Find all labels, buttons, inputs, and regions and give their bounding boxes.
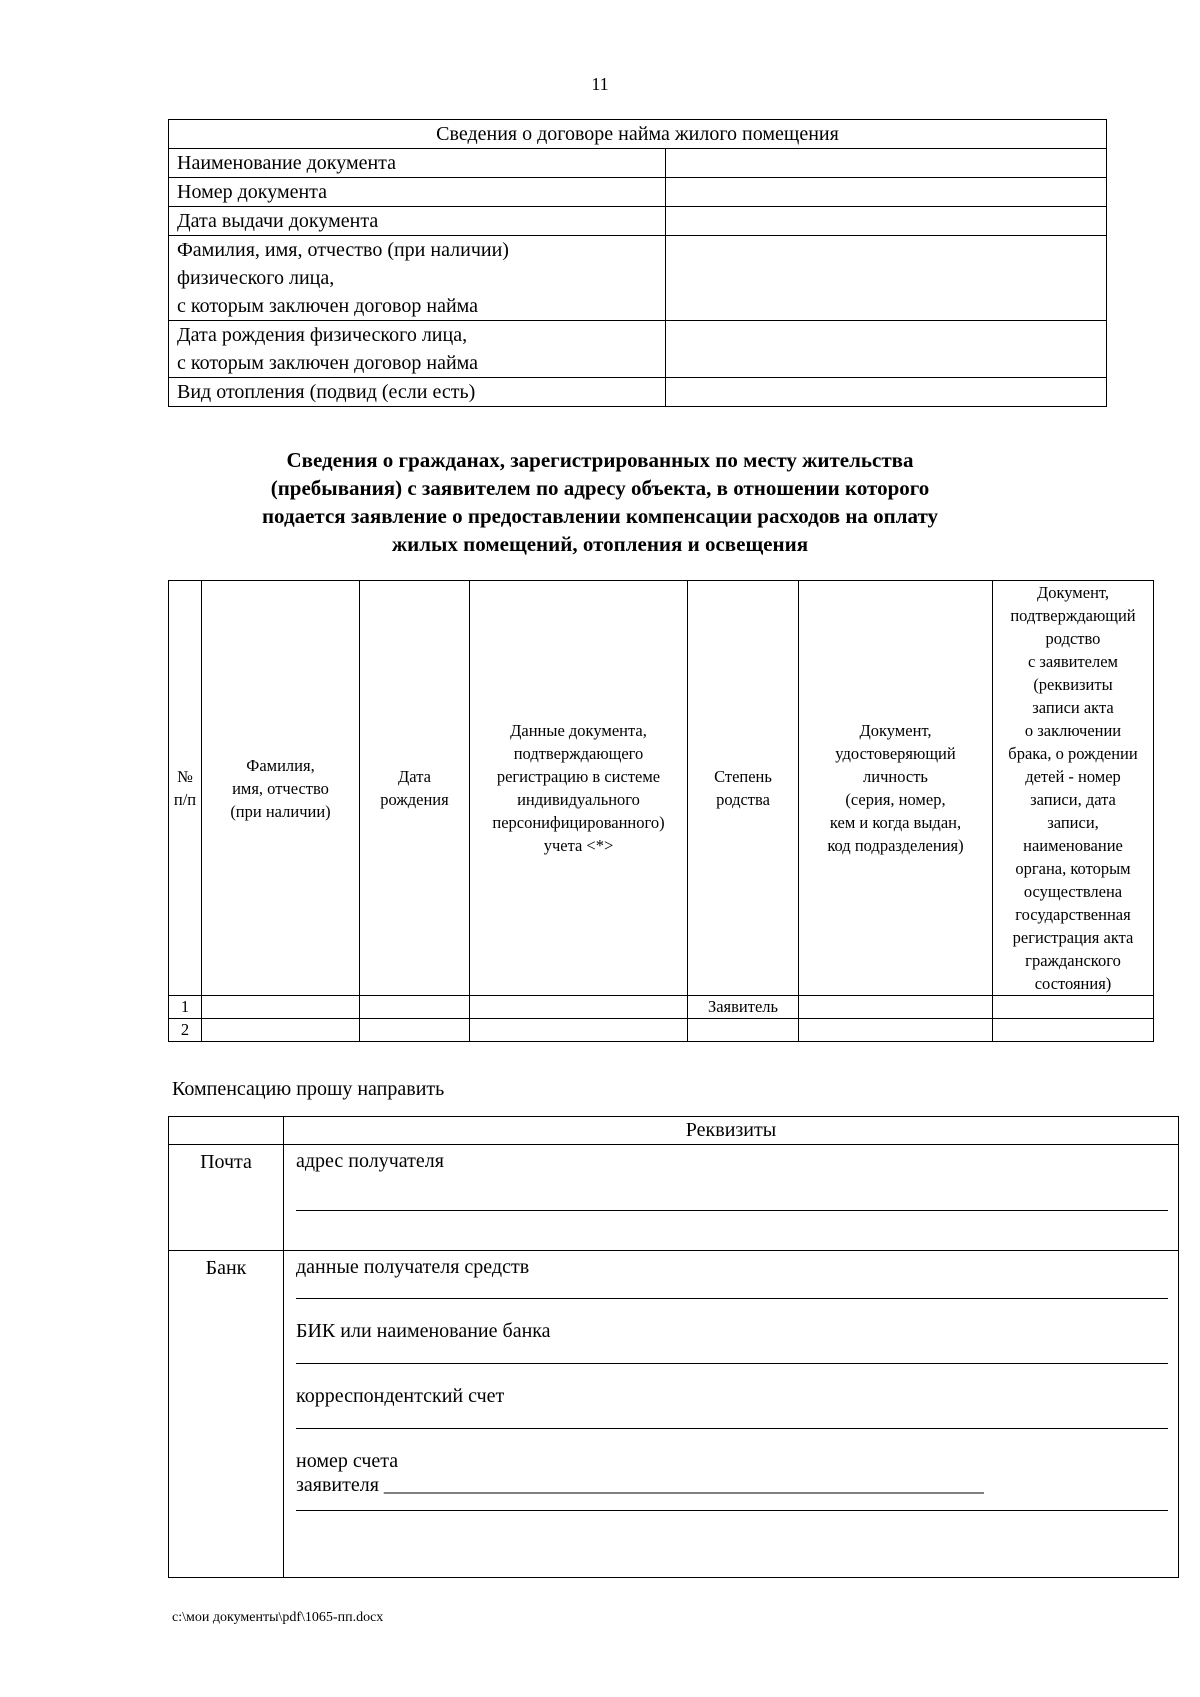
- lease-row-value[interactable]: [665, 236, 1106, 321]
- bank-account-label-2: заявителя: [296, 1474, 379, 1496]
- bank-corr-account-label: корреспондентский счет: [296, 1385, 505, 1407]
- mail-row: [169, 1145, 1179, 1251]
- lease-row: [169, 378, 1107, 407]
- bank-label: Банк: [169, 1251, 284, 1578]
- col-number-header: № п/п: [169, 581, 202, 996]
- footer-file-path: c:\мои документы\pdf\1065-пп.docx: [172, 1610, 384, 1625]
- lease-row: [169, 178, 1107, 207]
- bank-row: [169, 1251, 1179, 1578]
- col-identity-doc-header: Документ, удостоверяющий личность (серия, номер, кем и когда выдан, код подразделения): [799, 581, 993, 996]
- birthdate-cell[interactable]: [360, 996, 470, 1019]
- lease-row-value[interactable]: [665, 178, 1106, 207]
- payment-details-table: [168, 1116, 1179, 1578]
- lease-row-value[interactable]: [665, 207, 1106, 236]
- bank-corr-account-field[interactable]: [296, 1427, 1168, 1429]
- payment-intro: Компенсацию прошу направить: [172, 1078, 445, 1100]
- col-relation-header: Степень родства: [688, 581, 799, 996]
- row-number: 1: [169, 996, 202, 1019]
- bank-bic-field[interactable]: [296, 1362, 1168, 1364]
- identity-doc-cell[interactable]: [799, 1019, 993, 1042]
- bank-account-blank[interactable]: ____________________________________________________________: [383, 1474, 984, 1496]
- citizens-table: [168, 580, 1154, 1042]
- lease-row-label: Вид отопления (подвид (если есть): [169, 378, 666, 407]
- kinship-doc-cell[interactable]: [993, 1019, 1154, 1042]
- mail-label: Почта: [169, 1145, 284, 1251]
- birthdate-cell[interactable]: [360, 1019, 470, 1042]
- col-birthdate-header: Дата рождения: [360, 581, 470, 996]
- payment-header: Реквизиты: [284, 1117, 1179, 1145]
- lease-row-value[interactable]: [665, 378, 1106, 407]
- row-number: 2: [169, 1019, 202, 1042]
- lease-row: [169, 149, 1107, 178]
- lease-row-label: Дата рождения физического лица, с которым заключен договор найма: [169, 321, 666, 378]
- fullname-cell[interactable]: [202, 1019, 360, 1042]
- lease-row-label: Номер документа: [169, 178, 666, 207]
- table-row: [169, 996, 1154, 1019]
- col-fullname-header: Фамилия, имя, отчество (при наличии): [202, 581, 360, 996]
- lease-row-label: Наименование документа: [169, 149, 666, 178]
- lease-row-label: Фамилия, имя, отчество (при наличии) физического лица, с которым заключен договор найма: [169, 236, 666, 321]
- col-kinship-doc-header: Документ, подтверждающий родство с заявителем (реквизиты записи акта о заключении брака, о рождении детей - номер записи, дата записи, наименование органа, которым осуществлена государственная регистрация акта гражданского состояния): [993, 581, 1154, 996]
- kinship-doc-cell[interactable]: [993, 996, 1154, 1019]
- relation-cell[interactable]: [688, 1019, 799, 1042]
- bank-extra-field[interactable]: [296, 1509, 1168, 1511]
- col-registration-doc-header: Данные документа, подтверждающего регистрацию в системе индивидуального персонифицированного) учета <*>: [470, 581, 688, 996]
- bank-account-label: номер счета: [296, 1450, 399, 1472]
- lease-row: [169, 236, 1107, 321]
- lease-row: [169, 207, 1107, 236]
- mail-address-field[interactable]: [296, 1209, 1168, 1211]
- fullname-cell[interactable]: [202, 996, 360, 1019]
- mail-address-label: адрес получателя: [296, 1150, 444, 1172]
- citizens-header-row: [169, 581, 1154, 996]
- registration-doc-cell[interactable]: [470, 1019, 688, 1042]
- table-row: [169, 1019, 1154, 1042]
- page-number: 11: [591, 74, 609, 94]
- lease-table-title: Сведения о договоре найма жилого помещения: [169, 120, 1107, 149]
- lease-row-value[interactable]: [665, 149, 1106, 178]
- citizens-heading: Сведения о гражданах, зарегистрированных по месту жительства (пребывания) с заявителем по адресу объекта, в отношении которого подается заявление о предоставлении компенсации расходов на оплату жилых помещений, отопления и освещения: [261, 448, 939, 556]
- lease-row-label: Дата выдачи документа: [169, 207, 666, 236]
- identity-doc-cell[interactable]: [799, 996, 993, 1019]
- lease-info-table: [168, 119, 1107, 407]
- lease-row-value[interactable]: [665, 321, 1106, 378]
- relation-cell: Заявитель: [688, 996, 799, 1019]
- bank-bic-label: БИК или наименование банка: [296, 1320, 551, 1342]
- bank-recipient-label: данные получателя средств: [296, 1256, 530, 1278]
- bank-recipient-field[interactable]: [296, 1297, 1168, 1299]
- lease-row: [169, 321, 1107, 378]
- registration-doc-cell[interactable]: [470, 996, 688, 1019]
